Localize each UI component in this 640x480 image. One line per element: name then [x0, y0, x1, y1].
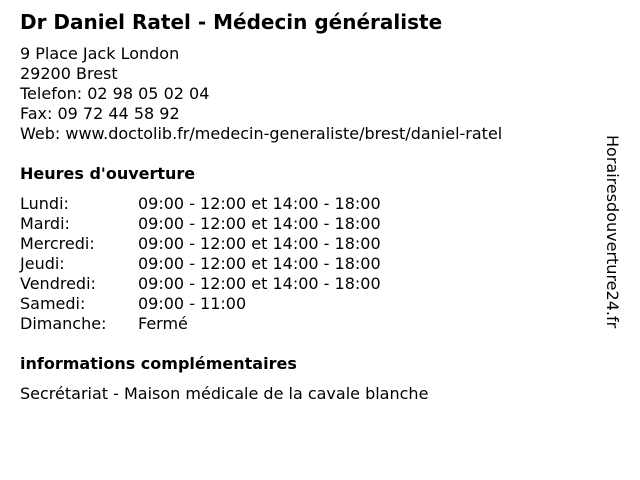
website-link: Web: www.doctolib.fr/medecin-generaliste/brest/daniel-ratel	[20, 124, 503, 143]
address-street: 9 Place Jack London	[20, 44, 180, 63]
additional-info-heading: informations complémentaires	[20, 354, 297, 373]
phone-number: Telefon: 02 98 05 02 04	[20, 84, 210, 103]
day-label: Dimanche:	[20, 314, 107, 333]
day-label: Mercredi:	[20, 234, 95, 253]
hours-row	[20, 314, 381, 334]
day-label: Mardi:	[20, 214, 70, 233]
hours-row	[20, 274, 381, 294]
page-title: Dr Daniel Ratel - Médecin généraliste	[20, 10, 443, 34]
address-city: 29200 Brest	[20, 64, 118, 83]
hours-row	[20, 294, 381, 314]
time-range: 09:00 - 12:00 et 14:00 - 18:00	[138, 274, 381, 293]
time-range: 09:00 - 12:00 et 14:00 - 18:00	[138, 194, 381, 213]
opening-hours-heading: Heures d'ouverture	[20, 164, 196, 183]
day-label: Jeudi:	[20, 254, 65, 273]
day-label: Vendredi:	[20, 274, 96, 293]
time-range: 09:00 - 12:00 et 14:00 - 18:00	[138, 254, 381, 273]
address-block	[20, 44, 502, 144]
hours-row	[20, 234, 381, 254]
fax-number: Fax: 09 72 44 58 92	[20, 104, 180, 123]
day-label: Samedi:	[20, 294, 86, 313]
time-range: Fermé	[138, 314, 188, 333]
additional-info-text: Secrétariat - Maison médicale de la cavale blanche	[20, 384, 429, 403]
hours-row	[20, 254, 381, 274]
opening-hours-table	[20, 194, 381, 334]
hours-row	[20, 194, 381, 214]
time-range: 09:00 - 11:00	[138, 294, 247, 313]
time-range: 09:00 - 12:00 et 14:00 - 18:00	[138, 214, 381, 233]
hours-row	[20, 214, 381, 234]
time-range: 09:00 - 12:00 et 14:00 - 18:00	[138, 234, 381, 253]
day-label: Lundi:	[20, 194, 69, 213]
brand-watermark: Horairesdouverture24.fr	[603, 135, 622, 329]
